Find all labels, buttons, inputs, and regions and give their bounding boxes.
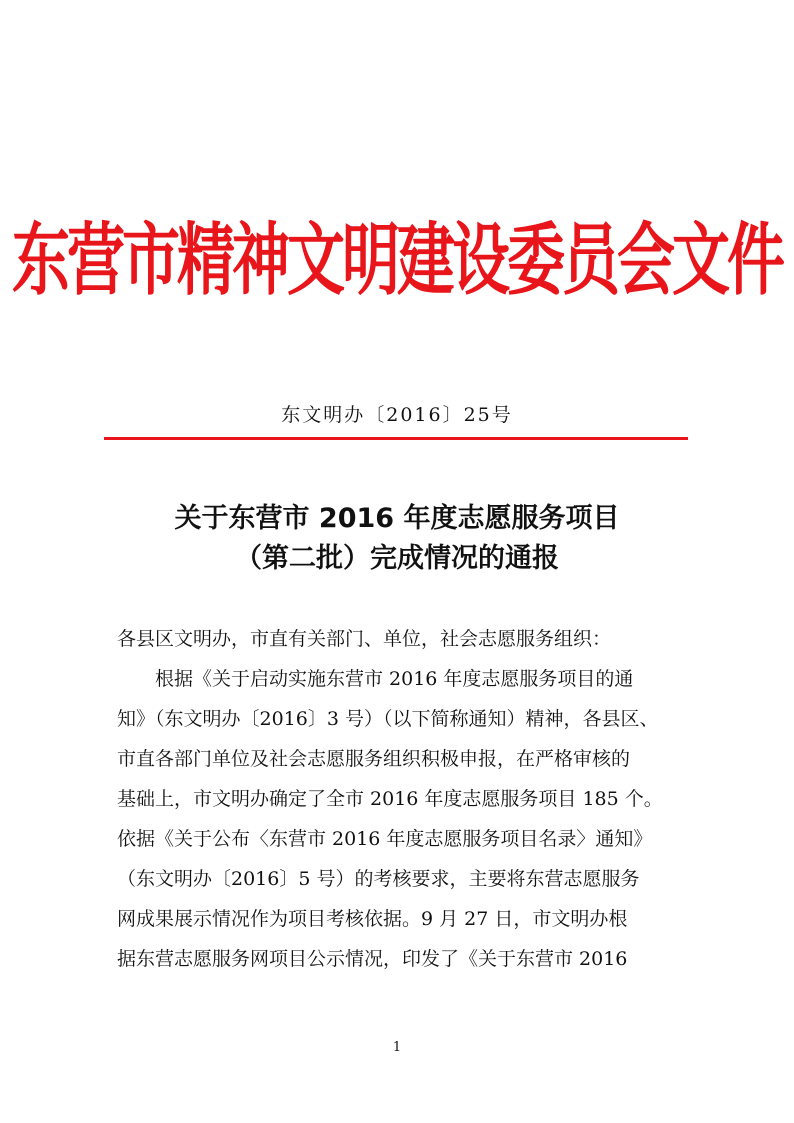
document-number: 东文明办〔2016〕25号 [281,404,513,426]
paragraph-line: 根据《关于启动实施东营市 2016 年度志愿服务项目的通 [155,668,634,690]
paragraph-line: 市直各部门单位及社会志愿服务组织积极申报，在严格审核的 [117,748,631,770]
document-title-line-1: 关于东营市 2016 年度志愿服务项目 [174,503,620,534]
body-paragraph [117,659,682,979]
paragraph-line: 依据《关于公布〈东营市 2016 年度志愿服务项目名录〉通知》 [117,828,653,850]
document-masthead: 东营市精神文明建设委员会文件 [11,214,782,306]
document-title-line-2: （第二批）完成情况的通报 [235,543,559,574]
paragraph-line: 据东营志愿服务网项目公示情况，印发了《关于东营市 2016 [117,948,628,970]
masthead-divider [104,437,688,440]
salutation [117,619,682,659]
page-number: 1 [392,1040,402,1055]
paragraph-line: （东文明办〔2016〕5 号）的考核要求，主要将东营志愿服务 [117,868,640,890]
paragraph-line: 知》（东文明办〔2016〕3 号）（以下简称通知）精神，各县区、 [117,708,659,730]
salutation-text: 各县区文明办，市直有关部门、单位，社会志愿服务组织： [117,628,612,650]
paragraph-line: 基础上，市文明办确定了全市 2016 年度志愿服务项目 185 个。 [117,788,663,810]
paragraph-line: 网成果展示情况作为项目考核依据。9 月 27 日，市文明办根 [117,908,628,930]
